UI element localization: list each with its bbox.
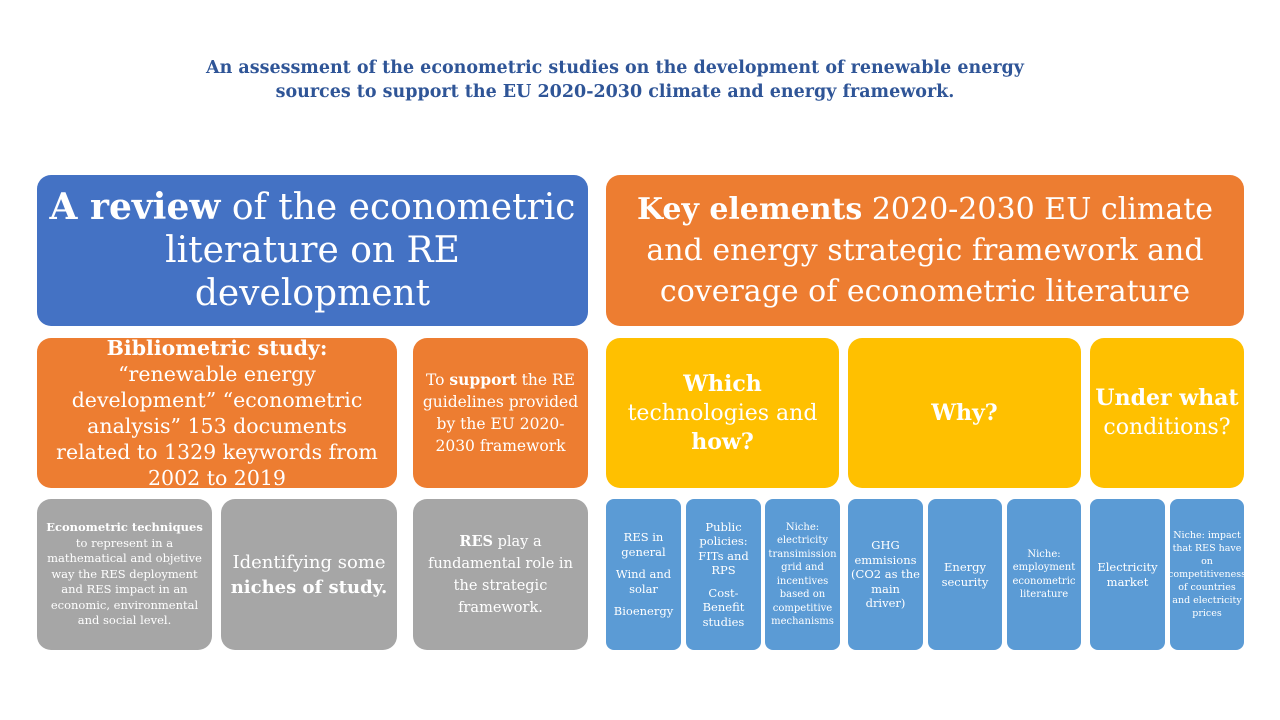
- energy-security-text: Energy security: [941, 560, 989, 589]
- res-role-text: RES play a fundamental role in the strategic framework.: [428, 532, 573, 616]
- key-elements-box: [606, 175, 1244, 326]
- energy-security-box: [928, 499, 1002, 650]
- support-text: To support the RE guidelines provided by the EU 2020-2030 framework: [422, 370, 579, 455]
- ghg-emissions-box: [848, 499, 923, 650]
- transmission-niche-text: Niche: electricity transimission grid and incentives based on competitive mechanisms: [768, 521, 837, 627]
- competitiveness-niche-text: Niche: impact that RES have on competitiveness of countries and electricity prices: [1168, 530, 1246, 619]
- support-box: [413, 338, 588, 488]
- employment-niche-text: Niche: employment econometric literature: [1012, 548, 1076, 600]
- niches-text: Identifying some niches of study.: [230, 551, 388, 598]
- under-what-conditions-box: [1090, 338, 1244, 488]
- which-technologies-box: [606, 338, 839, 488]
- res-role-box: [413, 499, 588, 650]
- transmission-niche-box: [765, 499, 840, 650]
- electricity-market-box: [1090, 499, 1165, 650]
- bibliometric-box: [37, 338, 397, 488]
- res-types-list: [610, 530, 677, 619]
- cost-benefit-studies: Cost-Benefit studies: [702, 585, 745, 629]
- employment-niche-box: [1007, 499, 1081, 650]
- which-technologies-text: Which technologies and how?: [627, 370, 818, 455]
- under-what-conditions-text: Under what conditions?: [1095, 385, 1239, 440]
- res-in-general: RES in general: [621, 530, 666, 559]
- key-elements-text: Key elements 2020-2030 EU climate and energy strategic framework and coverage of econometric literature: [636, 192, 1214, 309]
- electricity-market-text: Electricity market: [1097, 560, 1158, 589]
- res-types-box: [606, 499, 681, 650]
- slide-title: [170, 56, 1060, 104]
- why-box: [848, 338, 1081, 488]
- review-text: A review of the econometric literature on RE development: [49, 186, 576, 314]
- competitiveness-niche-box: [1170, 499, 1244, 650]
- ghg-emissions-text: GHG emmisions (CO2 as the main driver): [851, 538, 920, 611]
- why-text: Why?: [931, 399, 998, 426]
- review-box: [37, 175, 588, 326]
- bioenergy: Bioenergy: [613, 604, 674, 619]
- public-policies-list: [690, 520, 757, 630]
- public-policies-box: [686, 499, 761, 650]
- econometric-techniques-text: Econometric techniques to represent in a mathematical and objetive way the RES deployment and RES impact in an economic, environmental and social level.: [46, 520, 203, 628]
- public-policies: Public policies: FITs and RPS: [698, 519, 749, 578]
- title-line-1: An assessment of the econometric studies on the development of renewable energy: [206, 58, 1024, 78]
- bibliometric-text: Bibliometric study: “renewable energy development” “econometric analysis” 153 documents related to 1329 keywords from 2002 to 2019: [56, 336, 378, 490]
- econometric-techniques-box: [37, 499, 212, 650]
- title-line-2: sources to support the EU 2020-2030 climate and energy framework.: [275, 82, 955, 102]
- niches-box: [221, 499, 397, 650]
- wind-and-solar: Wind and solar: [615, 567, 672, 596]
